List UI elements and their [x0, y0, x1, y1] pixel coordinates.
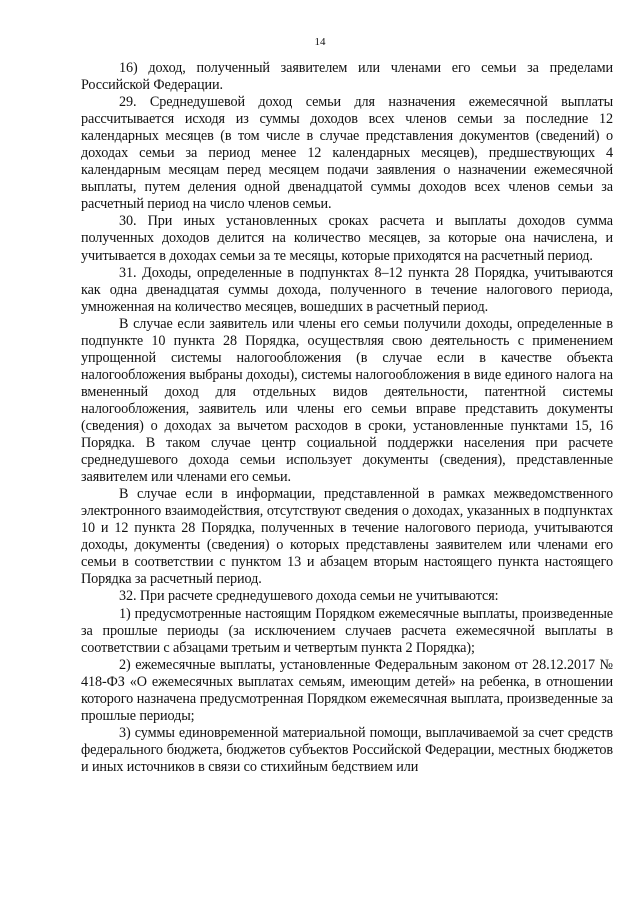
paragraph-income-abroad: 16) доход, полученный заявителем или членами его семьи за пределами Российской Федерации. [81, 60, 613, 94]
paragraph-29: 29. Среднедушевой доход семьи для назначения ежемесячной выплаты рассчитывается исходя из суммы доходов всех членов семьи за последние 12 календарных месяцев (в том числе в случае представления документов (сведений) о доходах семьи за период менее 12 календарных месяцев), предшествующих 4 календарным месяцам перед месяцем подачи заявления о назначении ежемесячной выплаты, путем деления одной двенадцатой суммы доходов всех членов семьи за расчетный период на число членов семьи. [81, 94, 613, 213]
paragraph-32-item-2: 2) ежемесячные выплаты, установленные Федеральным законом от 28.12.2017 № 418-ФЗ «О ежемесячных выплатах семьям, имеющим детей» на ребенка, в отношении которого назначена предусмотренная Порядком ежемесячная выплата, произведенные за прошлые периоды; [81, 656, 613, 724]
page-number: 14 [314, 36, 326, 48]
document-body [81, 60, 613, 776]
paragraph-32-item-3: 3) суммы единовременной материальной помощи, выплачиваемой за счет средств федерального бюджета, бюджетов субъектов Российской Федерации, местных бюджетов и иных источников в связи со стихийным бедствием или [81, 724, 613, 775]
paragraph-30: 30. При иных установленных сроках расчета и выплаты доходов сумма полученных доходов делится на количество месяцев, за которые она начислена, и учитывается в доходах семьи за те месяцы, которые приходятся на расчетный период. [81, 213, 613, 264]
paragraph-31-interagency: В случае если в информации, представленной в рамках межведомственного электронного взаимодействия, отсутствуют сведения о доходах, указанных в подпунктах 10 и 12 пункта 28 Порядка, полученных в течение налогового периода, учитываются доходы, документы (сведения) о которых представлены заявителем или членами его семьи в соответствии с пунктом 13 и абзацем вторым настоящего пункта настоящего Порядка за расчетный период. [81, 486, 613, 588]
paragraph-31: 31. Доходы, определенные в подпунктах 8–12 пункта 28 Порядка, учитываются как одна двенадцатая суммы дохода, полученного в течение налогового периода, умноженная на количество месяцев, вошедших в расчетный период. [81, 264, 613, 315]
paragraph-31-simplified-tax: В случае если заявитель или члены его семьи получили доходы, определенные в подпункте 10 пункта 28 Порядка, осуществляя свою деятельность с применением упрощенной системы налогообложения (в случае если в качестве объекта налогообложения выбраны доходы), системы налогообложения в виде единого налога на вмененный доход для отдельных видов деятельности, патентной системы налогообложения, заявитель или члены его семьи вправе представить документы (сведения) о доходах за вычетом расходов в сроки, установленные пунктами 15, 16 Порядка. В таком случае центр социальной поддержки населения при расчете среднедушевого дохода семьи использует документы (сведения), представленные заявителем или членами его семьи. [81, 315, 613, 486]
paragraph-32-item-1: 1) предусмотренные настоящим Порядком ежемесячные выплаты, произведенные за прошлые периоды (за исключением случаев расчета ежемесячной выплаты в соответствии с абзацами третьим и четвертым пункта 2 Порядка); [81, 605, 613, 656]
paragraph-32: 32. При расчете среднедушевого дохода семьи не учитываются: [119, 588, 499, 605]
